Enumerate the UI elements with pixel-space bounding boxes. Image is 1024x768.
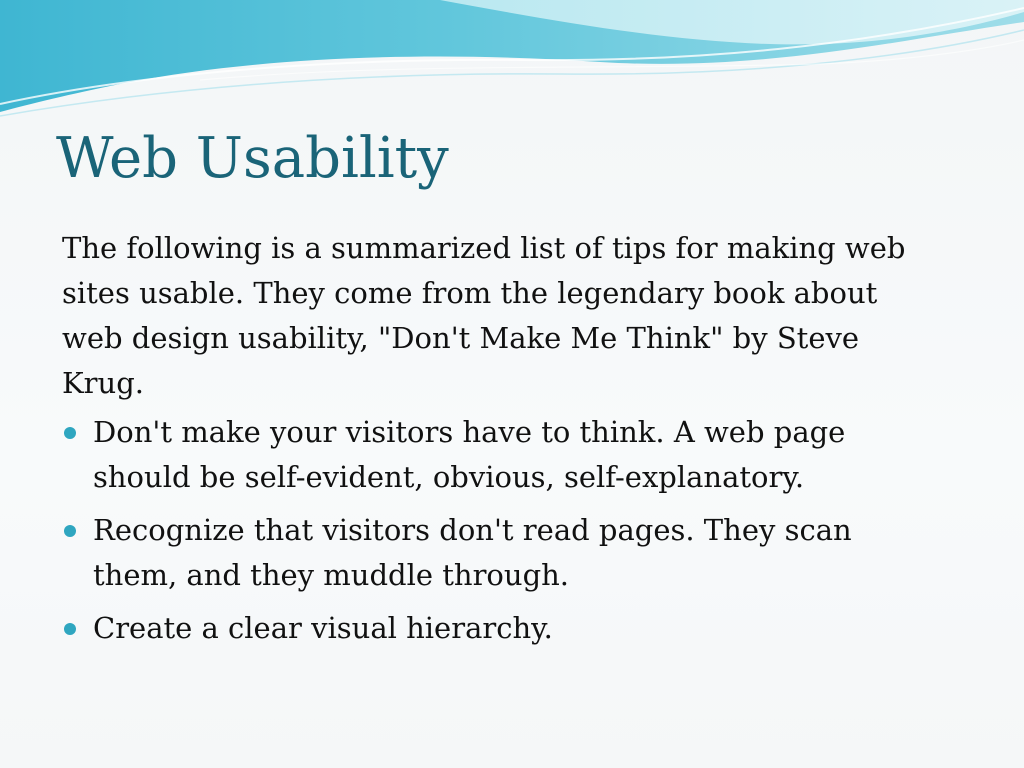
intro-paragraph: The following is a summarized list of tips for making web sites usable. They come from the legendary book about web design usability, "Don't Make Me Think" by Steve Krug. [62,231,906,400]
bullet-icon [64,427,76,439]
decorative-wave-header [0,0,1024,125]
tip-item [62,410,913,500]
tip-text: Don't make your visitors have to think. A web page should be self-evident, obvious, self-explanatory. [93,415,846,494]
slide-title: Web Usability [56,126,449,191]
tips-list [62,410,962,651]
tip-text: Create a clear visual hierarchy. [93,611,553,645]
bullet-icon [64,525,76,537]
slide-body [62,226,962,659]
tip-item [62,606,913,651]
tip-text: Recognize that visitors don't read pages. They scan them, and they muddle through. [93,513,852,592]
tip-item [62,508,913,598]
bullet-icon [64,623,76,635]
